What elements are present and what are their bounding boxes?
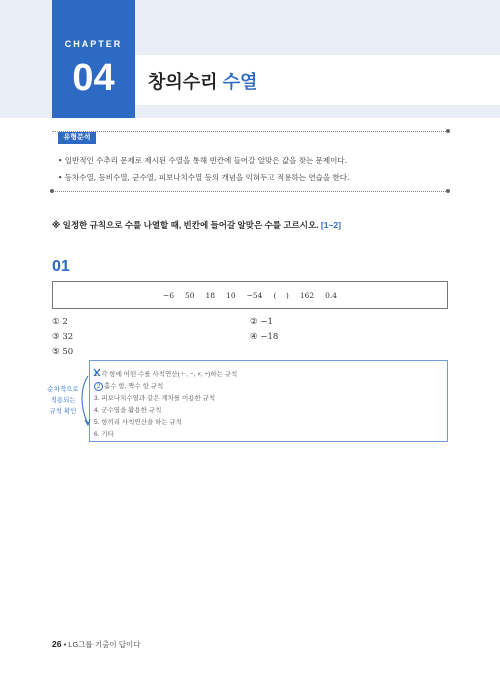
title-main: 창의수리 [148, 72, 218, 92]
circled-number-icon: 2 [94, 382, 103, 391]
sequence-term: −54 [246, 290, 263, 300]
choice-5[interactable]: ⑤ 50 [52, 347, 74, 357]
divider-top [52, 131, 448, 132]
choice-4[interactable]: ④ −18 [250, 332, 279, 342]
side-note-2: 적용되는 [50, 397, 76, 404]
choice-2[interactable]: ② −1 [250, 317, 273, 327]
type-analysis-badge: 유형분석 [58, 132, 96, 144]
hint-item-4: 4. 군수열을 활용한 규칙 [94, 407, 162, 414]
sequence-term: 18 [205, 290, 216, 300]
instruction [52, 219, 341, 231]
analysis-bullet-2: • 등차수열, 등비수열, 군수열, 피보나치수열 등의 개념을 익혀두고 적용하는 연습을 한다. [58, 173, 350, 182]
sequence-term: 50 [184, 290, 195, 300]
footer [52, 639, 140, 650]
instruction-text: ※ 일정한 규칙으로 수를 나열할 때, 빈칸에 들어갈 알맞은 수를 고르시오. [52, 220, 319, 230]
chapter-number: 04 [72, 57, 115, 99]
divider-dot [446, 129, 450, 133]
sequence-term: 10 [226, 290, 236, 300]
sequence-term: −6 [162, 290, 174, 300]
chapter-label: CHAPTER [64, 39, 123, 49]
footer-separator: • [63, 640, 67, 649]
curved-arrow-icon [74, 372, 104, 432]
divider-dot [50, 189, 54, 193]
hint-item-3: 3. 피보나치수열과 같은 계차를 이용한 규칙 [94, 395, 216, 402]
side-note-1: 순차적으로 [47, 386, 79, 393]
page-number: 26 [52, 639, 62, 649]
book-title: LG그룹 기출이 답이다 [68, 640, 141, 649]
hint-item-2: 2 홀수 항, 짝수 항 규칙 [94, 381, 163, 391]
instruction-range: [1~2] [320, 220, 341, 230]
hint-item-1: 1. 각 항에 어떤 수를 사칙연산(＋, −, ×, ÷)하는 규칙 [94, 371, 238, 378]
sequence-items [53, 282, 447, 308]
side-note-3: 규칙 확인 [49, 408, 77, 415]
choice-1[interactable]: ① 2 [52, 317, 68, 327]
hint-item-6: 6. 기타 [94, 431, 114, 438]
sequence-term: 0.4 [325, 290, 338, 300]
sequence-box [52, 281, 448, 309]
analysis-bullet-1: • 일반적인 수추리 문제로 제시된 수열을 통해 빈칸에 들어갈 알맞은 값을 찾는 문제이다. [58, 156, 347, 165]
divider-bottom [52, 191, 448, 192]
divider-dot [446, 189, 450, 193]
choice-3[interactable]: ③ 32 [52, 332, 74, 342]
page-title [148, 68, 257, 94]
sequence-term: 162 [299, 290, 315, 300]
hint-item-5: 5. 항끼리 사칙연산을 하는 규칙 [94, 419, 182, 426]
sequence-blank: ( ) [273, 290, 289, 300]
title-accent: 수열 [222, 72, 258, 92]
question-number: 01 [52, 258, 70, 275]
